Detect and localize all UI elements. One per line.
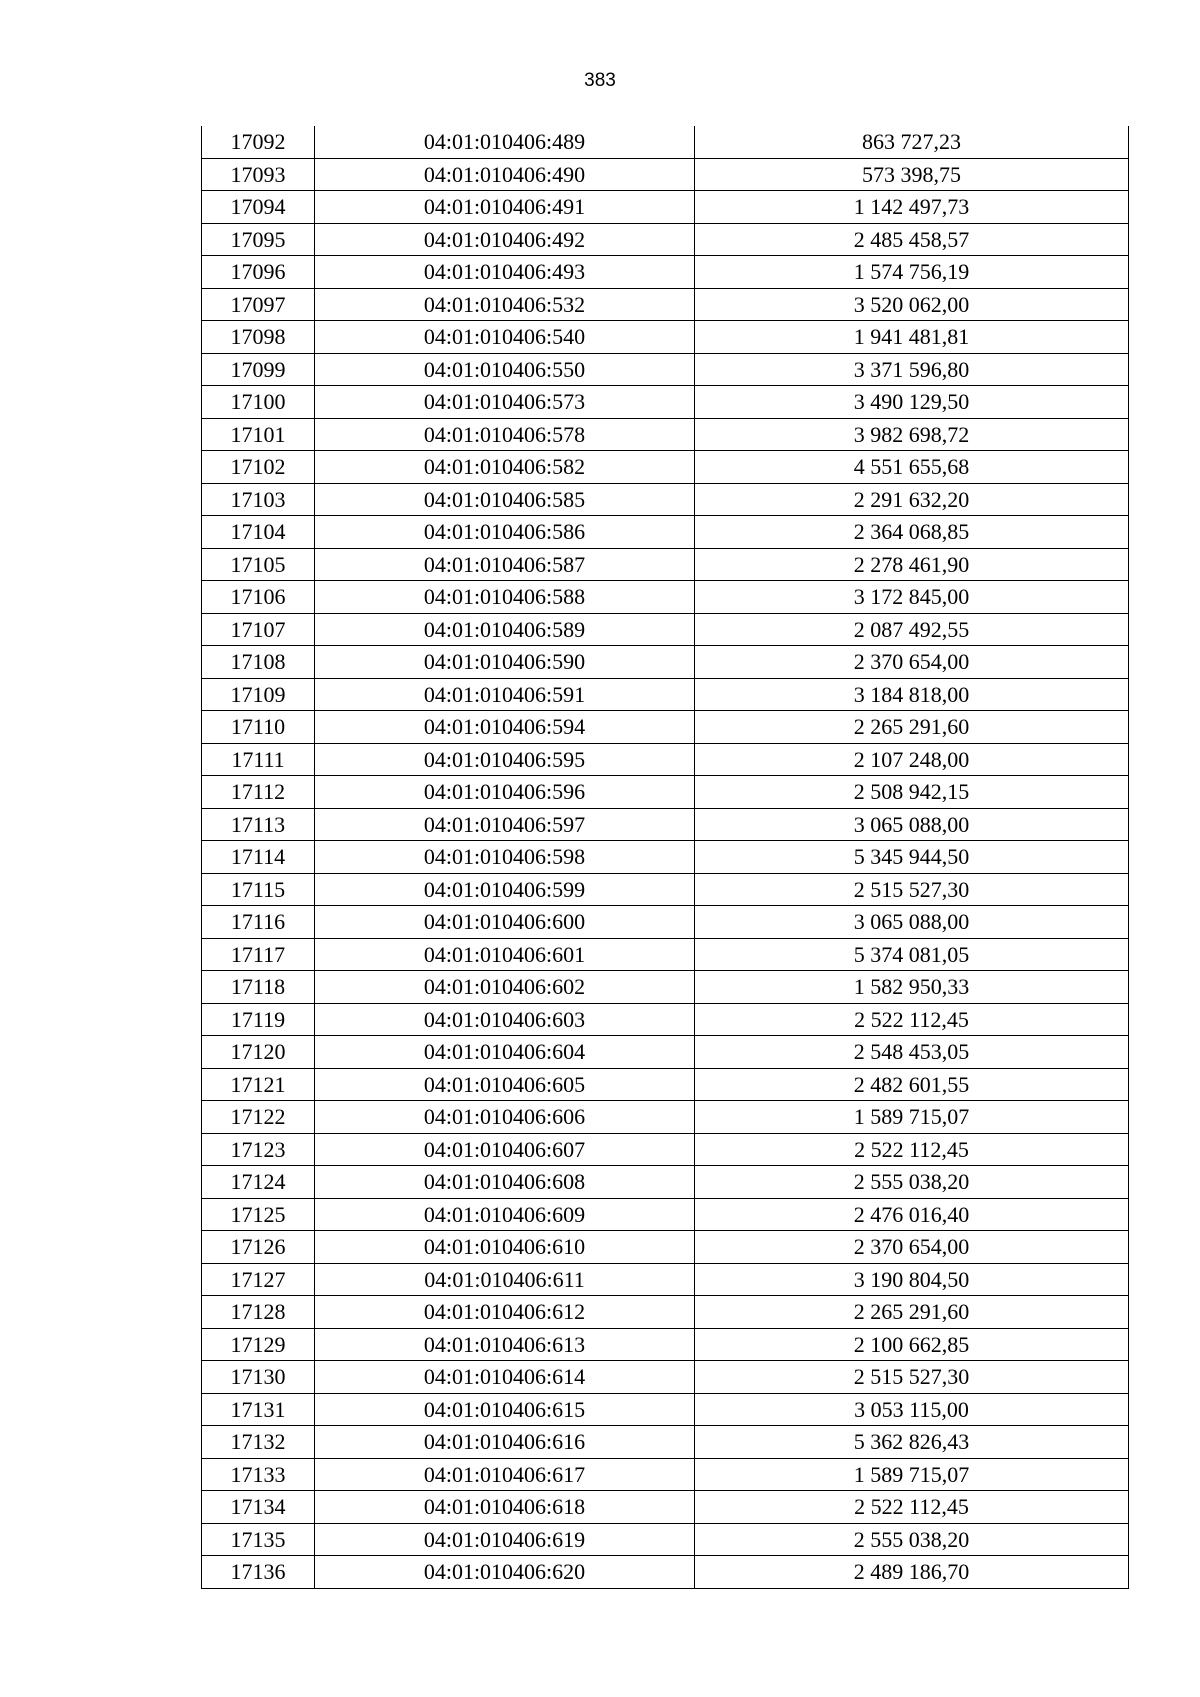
cadastral-number-cell: 04:01:010406:492 [315,223,695,256]
cadastral-number-cell: 04:01:010406:595 [315,743,695,776]
cadastral-number-cell: 04:01:010406:573 [315,386,695,419]
cadastral-value-cell: 3 065 088,00 [695,808,1129,841]
cadastral-number-cell: 04:01:010406:609 [315,1198,695,1231]
row-number-cell: 17115 [202,873,315,906]
cadastral-value-cell: 2 087 492,55 [695,613,1129,646]
table-row [202,1556,1129,1589]
table-row [202,1491,1129,1524]
row-number-cell: 17110 [202,711,315,744]
cadastral-value-cell: 2 291 632,20 [695,483,1129,516]
row-number-cell: 17128 [202,1296,315,1329]
table-row [202,1068,1129,1101]
table-row [202,1328,1129,1361]
cadastral-number-cell: 04:01:010406:491 [315,191,695,224]
table-row [202,1003,1129,1036]
cadastral-value-cell: 3 053 115,00 [695,1393,1129,1426]
row-number-cell: 17103 [202,483,315,516]
cadastral-value-cell: 2 522 112,45 [695,1491,1129,1524]
cadastral-value-cell: 2 489 186,70 [695,1556,1129,1589]
cadastral-value-cell: 5 345 944,50 [695,841,1129,874]
table-row [202,1198,1129,1231]
cadastral-number-cell: 04:01:010406:620 [315,1556,695,1589]
table-row [202,288,1129,321]
row-number-cell: 17106 [202,581,315,614]
cadastral-number-cell: 04:01:010406:586 [315,516,695,549]
row-number-cell: 17105 [202,548,315,581]
row-number-cell: 17100 [202,386,315,419]
table-row [202,548,1129,581]
row-number-cell: 17119 [202,1003,315,1036]
cadastral-number-cell: 04:01:010406:493 [315,256,695,289]
cadastral-value-cell: 2 107 248,00 [695,743,1129,776]
table-row [202,256,1129,289]
table-row [202,938,1129,971]
cadastral-number-cell: 04:01:010406:604 [315,1036,695,1069]
cadastral-number-cell: 04:01:010406:588 [315,581,695,614]
table-row [202,646,1129,679]
cadastral-number-cell: 04:01:010406:590 [315,646,695,679]
cadastral-number-cell: 04:01:010406:589 [315,613,695,646]
cadastral-value-cell: 2 265 291,60 [695,1296,1129,1329]
cadastral-value-table [201,126,1129,1589]
cadastral-value-cell: 5 374 081,05 [695,938,1129,971]
cadastral-value-cell: 4 551 655,68 [695,451,1129,484]
table-row [202,776,1129,809]
row-number-cell: 17114 [202,841,315,874]
table-row [202,223,1129,256]
cadastral-value-cell: 3 982 698,72 [695,418,1129,451]
cadastral-value-cell: 3 520 062,00 [695,288,1129,321]
cadastral-number-cell: 04:01:010406:617 [315,1458,695,1491]
table-row [202,516,1129,549]
table-row [202,1263,1129,1296]
row-number-cell: 17093 [202,158,315,191]
row-number-cell: 17125 [202,1198,315,1231]
row-number-cell: 17135 [202,1523,315,1556]
table-row [202,483,1129,516]
cadastral-number-cell: 04:01:010406:610 [315,1231,695,1264]
table-row [202,743,1129,776]
cadastral-number-cell: 04:01:010406:611 [315,1263,695,1296]
table-row [202,581,1129,614]
table-row [202,451,1129,484]
row-number-cell: 17108 [202,646,315,679]
cadastral-number-cell: 04:01:010406:601 [315,938,695,971]
cadastral-number-cell: 04:01:010406:550 [315,353,695,386]
cadastral-value-cell: 1 941 481,81 [695,321,1129,354]
cadastral-number-cell: 04:01:010406:489 [315,126,695,158]
row-number-cell: 17133 [202,1458,315,1491]
cadastral-value-cell: 3 190 804,50 [695,1263,1129,1296]
cadastral-number-cell: 04:01:010406:614 [315,1361,695,1394]
cadastral-number-cell: 04:01:010406:615 [315,1393,695,1426]
row-number-cell: 17102 [202,451,315,484]
cadastral-value-cell: 2 555 038,20 [695,1523,1129,1556]
cadastral-number-cell: 04:01:010406:619 [315,1523,695,1556]
row-number-cell: 17094 [202,191,315,224]
cadastral-value-cell: 2 508 942,15 [695,776,1129,809]
cadastral-value-cell: 573 398,75 [695,158,1129,191]
cadastral-number-cell: 04:01:010406:600 [315,906,695,939]
cadastral-number-cell: 04:01:010406:618 [315,1491,695,1524]
row-number-cell: 17123 [202,1133,315,1166]
table-row [202,1133,1129,1166]
cadastral-number-cell: 04:01:010406:605 [315,1068,695,1101]
row-number-cell: 17096 [202,256,315,289]
cadastral-value-cell: 1 142 497,73 [695,191,1129,224]
table-row [202,386,1129,419]
cadastral-value-cell: 2 482 601,55 [695,1068,1129,1101]
cadastral-value-cell: 3 065 088,00 [695,906,1129,939]
cadastral-number-cell: 04:01:010406:594 [315,711,695,744]
row-number-cell: 17099 [202,353,315,386]
table-row [202,613,1129,646]
row-number-cell: 17118 [202,971,315,1004]
table-body [202,126,1129,1588]
table-row [202,971,1129,1004]
row-number-cell: 17095 [202,223,315,256]
row-number-cell: 17107 [202,613,315,646]
table-row [202,1036,1129,1069]
page-number: 383 [584,70,616,91]
row-number-cell: 17126 [202,1231,315,1264]
row-number-cell: 17109 [202,678,315,711]
row-number-cell: 17134 [202,1491,315,1524]
cadastral-value-cell: 1 589 715,07 [695,1458,1129,1491]
table-row [202,678,1129,711]
table-row [202,1101,1129,1134]
row-number-cell: 17127 [202,1263,315,1296]
row-number-cell: 17122 [202,1101,315,1134]
row-number-cell: 17101 [202,418,315,451]
row-number-cell: 17136 [202,1556,315,1589]
cadastral-value-cell: 863 727,23 [695,126,1129,158]
table-row [202,841,1129,874]
row-number-cell: 17113 [202,808,315,841]
cadastral-number-cell: 04:01:010406:532 [315,288,695,321]
cadastral-number-cell: 04:01:010406:582 [315,451,695,484]
cadastral-number-cell: 04:01:010406:591 [315,678,695,711]
cadastral-number-cell: 04:01:010406:603 [315,1003,695,1036]
cadastral-number-cell: 04:01:010406:578 [315,418,695,451]
cadastral-value-cell: 2 485 458,57 [695,223,1129,256]
cadastral-number-cell: 04:01:010406:602 [315,971,695,1004]
cadastral-value-cell: 2 522 112,45 [695,1003,1129,1036]
cadastral-number-cell: 04:01:010406:540 [315,321,695,354]
row-number-cell: 17129 [202,1328,315,1361]
row-number-cell: 17098 [202,321,315,354]
cadastral-value-cell: 2 370 654,00 [695,1231,1129,1264]
table-row [202,1426,1129,1459]
row-number-cell: 17120 [202,1036,315,1069]
cadastral-number-cell: 04:01:010406:587 [315,548,695,581]
cadastral-number-cell: 04:01:010406:598 [315,841,695,874]
table-row [202,418,1129,451]
cadastral-value-cell: 1 582 950,33 [695,971,1129,1004]
cadastral-number-cell: 04:01:010406:597 [315,808,695,841]
table-row [202,353,1129,386]
cadastral-value-cell: 2 476 016,40 [695,1198,1129,1231]
cadastral-value-cell: 2 515 527,30 [695,873,1129,906]
cadastral-number-cell: 04:01:010406:616 [315,1426,695,1459]
cadastral-value-cell: 2 522 112,45 [695,1133,1129,1166]
cadastral-value-cell: 3 371 596,80 [695,353,1129,386]
row-number-cell: 17131 [202,1393,315,1426]
cadastral-value-cell: 2 555 038,20 [695,1166,1129,1199]
row-number-cell: 17132 [202,1426,315,1459]
table-row [202,321,1129,354]
table-row [202,1458,1129,1491]
table-row [202,1231,1129,1264]
table-row [202,1393,1129,1426]
table-row [202,158,1129,191]
cadastral-number-cell: 04:01:010406:606 [315,1101,695,1134]
cadastral-value-cell: 2 364 068,85 [695,516,1129,549]
cadastral-number-cell: 04:01:010406:596 [315,776,695,809]
cadastral-value-cell: 2 548 453,05 [695,1036,1129,1069]
cadastral-number-cell: 04:01:010406:608 [315,1166,695,1199]
table-row [202,126,1129,158]
row-number-cell: 17117 [202,938,315,971]
row-number-cell: 17112 [202,776,315,809]
cadastral-value-cell: 3 184 818,00 [695,678,1129,711]
cadastral-value-cell: 2 278 461,90 [695,548,1129,581]
cadastral-value-cell: 1 574 756,19 [695,256,1129,289]
table-row [202,906,1129,939]
table-row [202,873,1129,906]
cadastral-value-cell: 3 490 129,50 [695,386,1129,419]
cadastral-number-cell: 04:01:010406:613 [315,1328,695,1361]
row-number-cell: 17124 [202,1166,315,1199]
table-row [202,1523,1129,1556]
row-number-cell: 17130 [202,1361,315,1394]
table-row [202,711,1129,744]
table-row [202,808,1129,841]
row-number-cell: 17097 [202,288,315,321]
cadastral-number-cell: 04:01:010406:490 [315,158,695,191]
row-number-cell: 17111 [202,743,315,776]
cadastral-number-cell: 04:01:010406:599 [315,873,695,906]
cadastral-number-cell: 04:01:010406:607 [315,1133,695,1166]
cadastral-number-cell: 04:01:010406:585 [315,483,695,516]
table-row [202,1296,1129,1329]
table-row [202,1361,1129,1394]
row-number-cell: 17116 [202,906,315,939]
cadastral-value-cell: 5 362 826,43 [695,1426,1129,1459]
cadastral-value-cell: 2 370 654,00 [695,646,1129,679]
cadastral-value-cell: 2 100 662,85 [695,1328,1129,1361]
cadastral-value-cell: 2 515 527,30 [695,1361,1129,1394]
cadastral-number-cell: 04:01:010406:612 [315,1296,695,1329]
table-row [202,191,1129,224]
cadastral-value-cell: 2 265 291,60 [695,711,1129,744]
row-number-cell: 17121 [202,1068,315,1101]
cadastral-value-cell: 1 589 715,07 [695,1101,1129,1134]
table-row [202,1166,1129,1199]
row-number-cell: 17104 [202,516,315,549]
row-number-cell: 17092 [202,126,315,158]
cadastral-value-cell: 3 172 845,00 [695,581,1129,614]
